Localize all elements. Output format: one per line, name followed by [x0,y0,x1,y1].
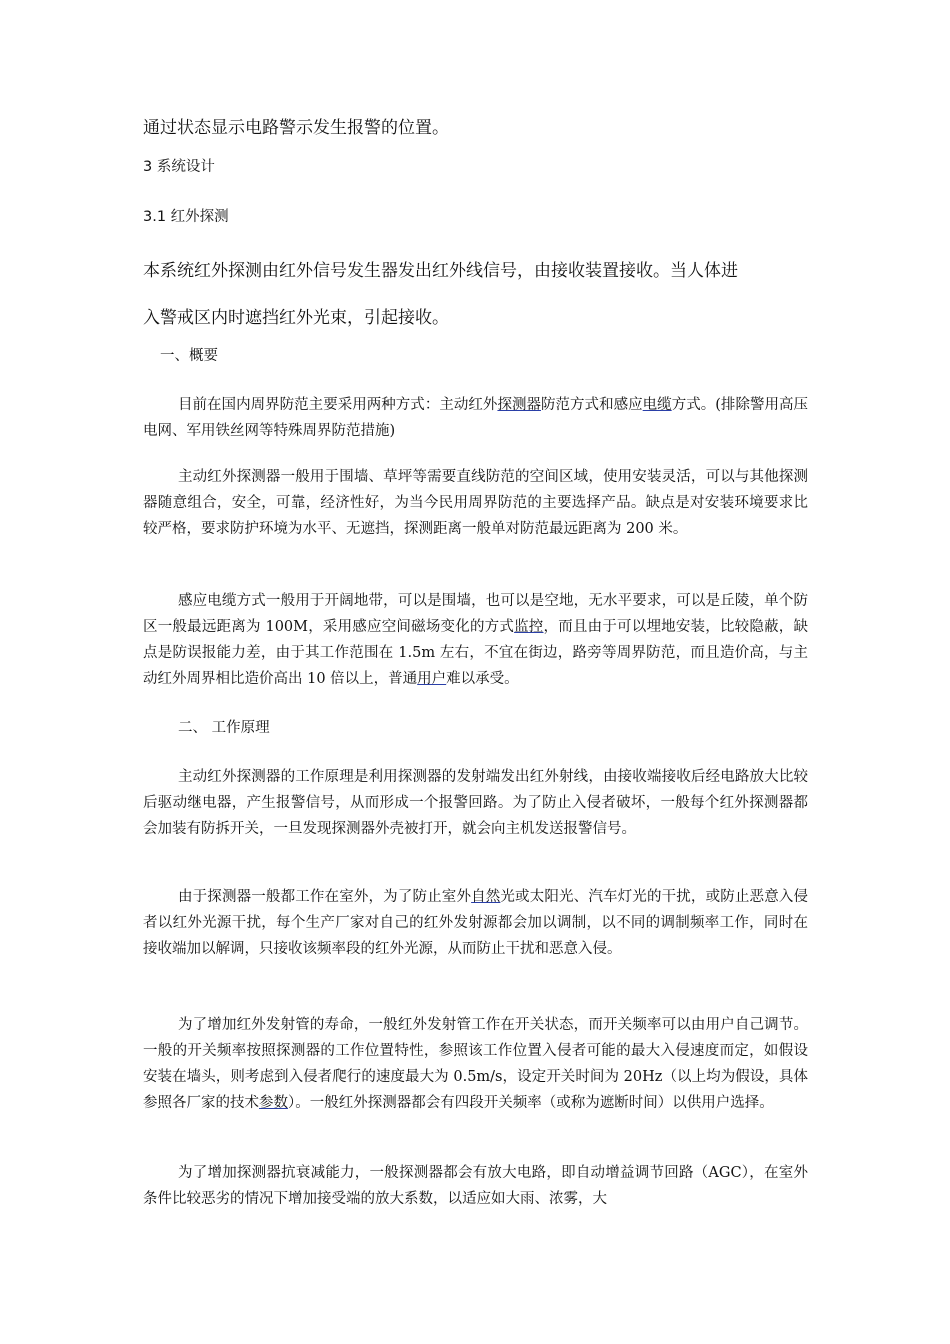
link-natural[interactable]: 自然 [471,889,501,905]
paragraph-principle-1: 主动红外探测器的工作原理是利用探测器的发射端发出红外射线，由接收端接收后经电路放大比较后驱动继电器，产生报警信号，从而形成一个报警回路。为了防止入侵者破坏，一般每个红外探测器都会加装有防拆开关，一旦发现探测器外壳被打开，就会向主机发送报警信号。 [143,769,808,837]
paragraph-principle-4: 为了增加探测器抗衰减能力，一般探测器都会有放大电路，即自动增益调节回路（AGC），在室外条件比较恶劣的情况下增加接受端的放大系数，以适应如大雨、浓雾，大 [143,1165,808,1207]
link-monitoring[interactable]: 监控 [514,619,544,635]
paragraph-overview-2: 主动红外探测器一般用于围墙、草坪等需要直线防范的空间区域，使用安装灵活，可以与其他探测器随意组合，安全，可靠，经济性好，为当今民用周界防范的主要选择产品。缺点是对安装环境要求比较严格，要求防护环境为水平、无遮挡，探测距离一般单对防范最远距离为 200 米。 [143,469,808,537]
intro-line-1: 本系统红外探测由红外信号发生器发出红外线信号，由接收装置接收。当人体进 [143,261,738,281]
paragraph-principle-2: 由于探测器一般都工作在室外，为了防止室外自然光或太阳光、汽车灯光的干扰，或防止恶意入侵者以红外光源干扰，每个生产厂家对自己的红外发射源都会加以调制，以不同的调制频率工作，同时在接收端加以解调，只接收该频率段的红外光源，从而防止干扰和恶意入侵。 [143,889,808,957]
heading-system-design: 3 系统设计 [143,159,215,175]
intro-line-2: 入警戒区内时遮挡红外光束，引起接收。 [143,308,449,328]
link-parameters[interactable]: 参数 [259,1095,288,1111]
link-detector[interactable]: 探测器 [497,397,541,413]
paragraph-overview-1: 目前在国内周界防范主要采用两种方式：主动红外探测器防范方式和感应电缆方式。(排除警用高压电网、军用铁丝网等特殊周界防范措施) [143,397,809,439]
paragraph-overview-3: 感应电缆方式一般用于开阔地带，可以是围墙，也可以是空地，无水平要求，可以是丘陵，单个防区一般最远距离为 100M，采用感应空间磁场变化的方式监控，而且由于可以埋地安装，比较隐蔽，缺点是防误报能力差，由于其工作范围在 1.5m 左右，不宜在街边，路旁等周界防范，而且造价高，与主动红外周界相比造价高出 10 倍以上，普通用户难以承受。 [143,593,809,687]
heading-infrared-detection: 3.1 红外探测 [143,209,229,225]
link-user[interactable]: 用户 [417,671,447,687]
paragraph-principle-3: 为了增加红外发射管的寿命，一般红外发射管工作在开关状态，而开关频率可以由用户自己调节。一般的开关频率按照探测器的工作位置特性，参照该工作位置入侵者可能的最大入侵速度而定，如假设安装在墙头，则考虑到入侵者爬行的速度最大为 0.5m/s，设定开关时间为 20Hz（以上均为假设，具体参照各厂家的技术参数）。一般红外探测器都会有四段开关频率（或称为遮断时间）以供用户选择。 [143,1017,808,1111]
section-overview-heading: 一、概要 [160,348,218,364]
link-cable[interactable]: 电缆 [642,397,672,413]
line-status-display: 通过状态显示电路警示发生报警的位置。 [143,118,449,138]
section-principle-heading: 二、 工作原理 [178,720,270,736]
